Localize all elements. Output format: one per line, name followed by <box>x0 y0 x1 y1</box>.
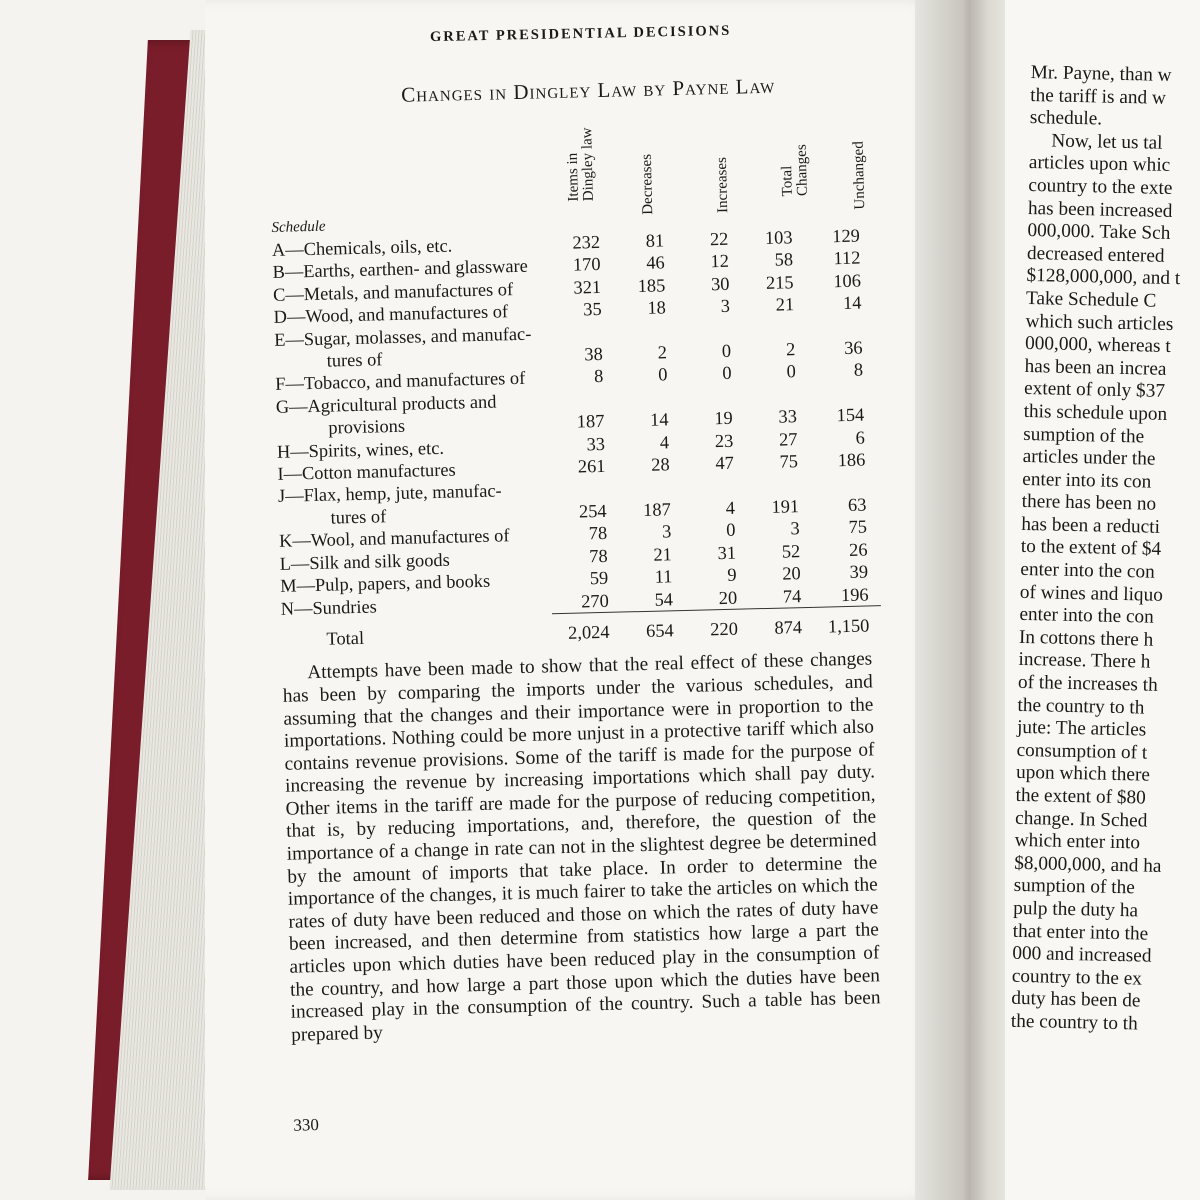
right-page-line: In cottons there h <box>1018 626 1154 651</box>
table-cell: 12 <box>710 251 730 272</box>
table-cell: 75 <box>779 451 799 472</box>
table-cell: 21 <box>653 543 673 565</box>
schedule-label: A—Chemicals, oils, etc. <box>271 235 453 260</box>
schedule-label: N—Sundries <box>280 596 378 619</box>
table-cell: 75 <box>848 516 868 538</box>
table-cell: 14 <box>842 292 862 314</box>
total-cell: 654 <box>621 610 686 642</box>
table-cell: 22 <box>709 228 729 250</box>
page-number: 330 <box>293 1115 320 1135</box>
table-cell: 4 <box>725 497 736 518</box>
right-page-line: the extent of $80 <box>1015 784 1146 809</box>
table-cell: 3 <box>720 296 731 317</box>
table-cell: 106 <box>833 270 862 292</box>
right-page-line: articles under the <box>1022 446 1156 470</box>
table-cell: 0 <box>721 340 732 362</box>
schedule-label: F—Tobacco, and manufactures of <box>275 368 526 395</box>
col-header-increases: Increases <box>713 156 732 214</box>
table-cell: 186 <box>837 449 866 471</box>
table-cell: 63 <box>847 494 867 515</box>
table-cell: 33 <box>586 433 606 454</box>
right-page-line: enter into the con <box>1019 604 1155 628</box>
right-page-line: this schedule upon <box>1023 400 1168 425</box>
table-cell: 0 <box>658 364 668 385</box>
table-cell: 36 <box>843 337 863 359</box>
schedule-label: E—Sugar, molasses, and manufac- <box>273 323 532 350</box>
table-cell: 18 <box>647 297 667 319</box>
table-cell: 58 <box>774 249 794 271</box>
right-page-line: has been a reducti <box>1021 513 1161 538</box>
right-page-line: that enter into the <box>1012 920 1149 945</box>
table-cell: 78 <box>589 545 608 566</box>
schedule-label-continuation: tures of <box>326 349 383 371</box>
table-cell: 54 <box>654 588 674 610</box>
table-cell: 20 <box>782 563 801 584</box>
table-cell: 2 <box>785 339 796 360</box>
table-cell: 26 <box>848 539 868 560</box>
right-page-line: there has been no <box>1021 491 1157 515</box>
table-cell: 30 <box>710 273 730 295</box>
table-cell: 46 <box>646 252 665 274</box>
table-cell: 78 <box>588 523 608 544</box>
schedule-label-continuation: tures of <box>330 506 387 528</box>
tariff-table <box>272 224 882 651</box>
right-page-line: Take Schedule C <box>1025 287 1157 312</box>
table-cell: 261 <box>577 455 606 477</box>
table-cell: 187 <box>642 499 671 520</box>
right-page-line: $128,000,000, and t <box>1026 265 1181 290</box>
table-cell: 4 <box>659 431 670 453</box>
right-page-line: articles upon whic <box>1028 152 1171 177</box>
right-page-line: of wines and liquo <box>1019 581 1164 606</box>
table-cell: 170 <box>572 254 601 276</box>
table-cell: 129 <box>832 225 861 247</box>
table-cell: 270 <box>580 590 610 611</box>
right-page-line: Mr. Payne, than w <box>1030 62 1172 86</box>
table-cell: 14 <box>649 409 669 431</box>
total-cell: 874 <box>749 607 814 639</box>
right-page-line: of the increases th <box>1017 671 1158 696</box>
table-cell: 191 <box>771 496 800 517</box>
schedule-label: M—Pulp, papers, and books <box>279 570 491 596</box>
schedule-label: H—Spirits, wines, etc. <box>276 437 445 462</box>
schedule-label: J—Flax, hemp, jute, manufac- <box>277 480 502 507</box>
table-cell: 38 <box>584 343 603 365</box>
right-page-line: schedule. <box>1029 107 1103 130</box>
right-page-line: change. In Sched <box>1014 807 1148 832</box>
right-page-line: sumption of the <box>1022 423 1145 447</box>
column-headers <box>269 106 872 239</box>
table-cell: 2 <box>657 342 668 363</box>
table-cell: 35 <box>583 299 602 320</box>
body-text <box>282 649 881 1047</box>
right-page-line: upon which there <box>1015 762 1151 787</box>
table-cell: 103 <box>764 227 793 248</box>
table-cell: 23 <box>714 430 734 451</box>
table-cell: 20 <box>718 587 738 608</box>
table-cell: 9 <box>727 564 737 586</box>
table-cell: 28 <box>651 454 670 475</box>
schedule-label: I—Cotton manufactures <box>277 459 456 484</box>
table-cell: 19 <box>714 407 733 429</box>
table-cell: 185 <box>637 275 666 296</box>
running-head: GREAT PRESIDENTIAL DECISIONS <box>429 22 732 46</box>
col-header-items: Items in Dingley law <box>564 127 597 202</box>
table-cell: 81 <box>645 230 665 251</box>
table-cell: 47 <box>715 452 735 474</box>
table-cell: 3 <box>661 521 672 542</box>
table-cell: 39 <box>849 561 869 583</box>
right-page-line: has been increased <box>1027 197 1173 222</box>
schedule-label: K—Wool, and manufactures of <box>278 525 510 552</box>
table-cell: 0 <box>786 361 797 382</box>
total-cell: 2,024 <box>552 612 621 645</box>
schedule-label: L—Silk and silk goods <box>279 549 450 574</box>
right-page-line: sumption of the <box>1013 875 1135 899</box>
right-page-line: the country to th <box>1010 1010 1139 1035</box>
right-page-line: jute: The articles <box>1016 717 1147 741</box>
right-page-line: which enter into <box>1014 830 1141 854</box>
table-cell: 8 <box>593 366 604 387</box>
right-page-line: 000,000. Take Sch <box>1027 220 1171 245</box>
table-title: Changes in Dingley Law by Payne Law <box>400 73 776 107</box>
col-header-total-changes: Total Changes <box>779 144 811 197</box>
table-cell: 196 <box>840 583 869 605</box>
table-cell: 232 <box>572 231 601 253</box>
right-page-line: extent of only $37 <box>1023 378 1166 403</box>
left-page-content <box>268 71 891 1135</box>
right-page-text <box>1011 62 1200 1038</box>
table-cell: 33 <box>778 406 798 427</box>
schedule-header: Schedule <box>271 218 326 236</box>
table-cell: 8 <box>853 359 864 381</box>
table-cell: 0 <box>726 519 736 541</box>
right-page-line: increase. There h <box>1018 649 1151 674</box>
right-page-line: consumption of t <box>1016 739 1148 764</box>
total-cell: 1,150 <box>814 606 882 639</box>
body-paragraph: Attempts have been made to show that the real effect of these changes has been by comparing the imports under the various schedules, and assuming that the changes and their importance were in proportion to the importations. Nothing could be more unjust in a protective tariff which also contains revenue provisions. Some of the tariff is made for the purpose of increasing the revenue by increasing importations which shall pay duty. Other items in the tariff are made for the purpose of reducing competition, that is, by reducing importations, and, therefore, the question of the importance of a change in rate can not in the slightest degree be determined by the amount of imports that take place. In order to determine the importance of the changes, it is much fairer to take the articles on which the rates of duty have been reduced and those on which the rates of duty have been increased, and then determine from statistics how large a part the articles upon which duties have been reduced play in the consumption of the country, and how large a part those upon which the duties have been increased play in the consumption of the country. Such a table has been prepared by <box>282 648 881 1046</box>
table-cell: 112 <box>833 247 861 269</box>
right-page-line: the country to th <box>1017 694 1145 719</box>
table-cell: 321 <box>573 276 602 298</box>
table-cell: 154 <box>836 404 865 426</box>
right-page-line: has been an increa <box>1024 355 1167 380</box>
right-page-line: which such articles <box>1025 310 1174 335</box>
right-page-line: 000 and increased <box>1012 942 1152 967</box>
table-cell: 0 <box>722 363 732 384</box>
right-page-line: decreased entered <box>1026 242 1165 267</box>
right-page-line: $8,000,000, and ha <box>1013 852 1162 877</box>
table-cell: 31 <box>717 542 737 563</box>
col-header-decreases: Decreases <box>638 153 657 215</box>
schedule-label: D—Wood, and manufactures of <box>273 301 509 328</box>
col-header-unchanged: Unchanged <box>850 141 869 210</box>
right-page-line: Now, let us tal <box>1051 130 1163 154</box>
total-cell: 220 <box>685 609 750 641</box>
right-page-line: country to the ex <box>1011 965 1143 990</box>
right-page-line: the tariff is and w <box>1030 84 1167 109</box>
right-page-line: to the extent of $4 <box>1020 536 1162 561</box>
schedule-label-continuation: provisions <box>328 416 406 438</box>
table-cell: 27 <box>778 428 798 450</box>
table-cell: 59 <box>589 567 609 589</box>
table-cell: 215 <box>765 272 794 293</box>
right-page-line: enter into its con <box>1022 468 1152 493</box>
right-page-line: enter into the con <box>1020 558 1155 583</box>
table-cell: 21 <box>775 294 795 315</box>
schedule-label: B—Earths, earthen- and glassware <box>272 256 529 283</box>
table-cell: 74 <box>782 585 802 607</box>
right-page-line: 000,000, whereas t <box>1024 333 1171 358</box>
table-cell: 6 <box>855 427 866 448</box>
table-cell: 52 <box>781 540 801 562</box>
table-cell: 3 <box>790 518 800 539</box>
right-page-line: duty has been de <box>1011 988 1141 1012</box>
schedule-label: G—Agricultural products and <box>275 391 497 417</box>
table-cell: 254 <box>578 500 607 522</box>
right-page-line: pulp the duty ha <box>1013 897 1139 922</box>
table-cell: 187 <box>576 411 605 432</box>
schedule-label: C—Metals, and manufactures of <box>272 278 514 305</box>
right-page-line: country to the exte <box>1028 174 1173 199</box>
table-cell: 11 <box>654 566 673 587</box>
total-label: Total <box>326 627 365 649</box>
